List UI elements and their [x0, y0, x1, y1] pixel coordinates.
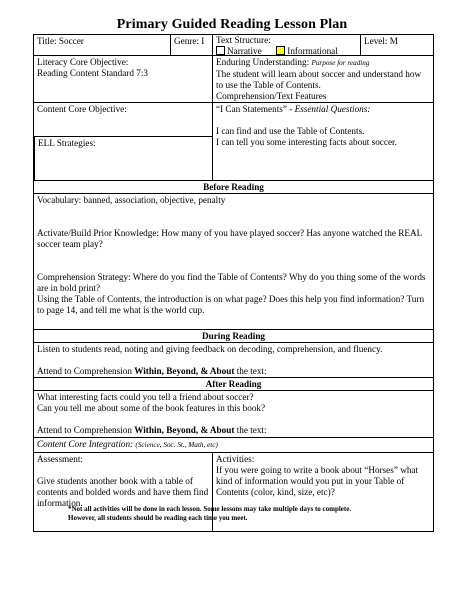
content-integration-label: Content Core Integration: [37, 439, 134, 449]
before-reading-body-row [34, 193, 433, 329]
during-reading-header-row [34, 329, 433, 342]
essential-questions-label: Essential Questions: [294, 104, 371, 114]
title-cell: Title: Soccer [37, 36, 84, 46]
enduring-sub: Purpose for reading [311, 59, 370, 67]
after-reading-body [34, 391, 433, 437]
objectives-row [34, 55, 433, 102]
text-structure-cell [212, 35, 360, 55]
enduring-label: Enduring Understanding: [216, 57, 310, 67]
enduring-text-2: Comprehension/Text Features [216, 91, 327, 101]
i-can-statement-2: I can tell you some interesting facts about soccer. [216, 137, 397, 147]
before-reading-header: Before Reading [203, 182, 264, 192]
after-reading-header: After Reading [205, 379, 262, 389]
level-cell: Level: M [360, 35, 433, 55]
after-reading-body-row [34, 390, 433, 437]
text-structure-options [216, 46, 357, 57]
before-reading-header-row [34, 180, 433, 193]
content-integration-sub: (Science, Soc. St., Math, etc) [135, 441, 218, 449]
during-attend-text: Attend to Comprehension Within, Beyond, & About the text: [37, 366, 267, 376]
content-row [34, 102, 433, 180]
narrative-checkbox [216, 46, 225, 55]
footnote-line-2: However, all students should be reading each time you meet. [68, 514, 248, 522]
genre-cell: Genre: I [170, 35, 212, 55]
footnote-line-1: *Not all activities will be done in each lesson. Some lessons may take multiple days to complete. [68, 505, 352, 513]
footnote [68, 505, 408, 523]
after-attend-text: Attend to Comprehension Within, Beyond, & About the text: [37, 425, 267, 435]
literacy-core-standard: Reading Content Standard 7:3 [37, 68, 148, 78]
during-reading-body [34, 343, 433, 377]
lesson-plan-table [33, 34, 434, 532]
enduring-text: The student will learn about soccer and understand how to use the Table of Contents. [216, 69, 422, 90]
header-info-row [34, 35, 433, 55]
informational-checkbox [276, 46, 285, 55]
page-title: Primary Guided Reading Lesson Plan [116, 17, 348, 32]
listen-text: Listen to students read, noting and giving feedback on decoding, comprehension, and fluency. [37, 344, 383, 354]
informational-label: Informational [287, 45, 338, 56]
left-stack [34, 103, 212, 180]
during-reading-header: During Reading [201, 331, 266, 341]
activate-text: Activate/Build Prior Knowledge: How many of you have played soccer? Has anyone watched the REAL soccer team play? [37, 228, 422, 249]
before-reading-body [34, 194, 433, 329]
assessment-label: Assessment: [37, 454, 83, 464]
ell-strategies-cell: ELL Strategies: [34, 137, 212, 180]
after-reading-header-row [34, 377, 433, 390]
literacy-core-label: Literacy Core Objective: [37, 57, 129, 67]
using-toc-text: Using the Table of Contents, the introduction is on what page? Does this help you find information? Turn to page 14, and tell me what is the world cup. [37, 294, 425, 315]
i-can-label: “I Can Statements” - [216, 104, 293, 114]
i-can-statement-1: I can find and use the Table of Contents. [216, 126, 365, 136]
narrative-label: Narrative [227, 45, 262, 56]
strategy-text: Comprehension Strategy: Where do you find the Table of Contents? Why do you thing some of the words are in bold print? [37, 272, 426, 293]
during-reading-body-row [34, 342, 433, 377]
activities-label: Activities: [216, 454, 255, 464]
after-question-1: What interesting facts could you tell a friend about soccer? [37, 392, 254, 402]
text-structure-label: Text Structure: [216, 35, 271, 45]
content-integration-cell [34, 438, 433, 452]
content-core-cell: Content Core Objective: [34, 103, 212, 137]
content-integration-row [34, 437, 433, 452]
after-question-2: Can you tell me about some of the book features in this book? [37, 403, 266, 413]
assessment-text: Give students another book with a table of contents and bolded words and have them find information. [37, 476, 209, 508]
literacy-core-cell [34, 56, 212, 102]
i-can-cell [212, 103, 433, 180]
vocabulary-text: Vocabulary: banned, association, objective, penalty [37, 195, 226, 205]
enduring-understanding-cell [212, 56, 433, 102]
activities-text: If you were going to write a book about “Horses” what kind of information would you put in your Table of Contents (color, kind, size, etc)? [216, 465, 419, 497]
